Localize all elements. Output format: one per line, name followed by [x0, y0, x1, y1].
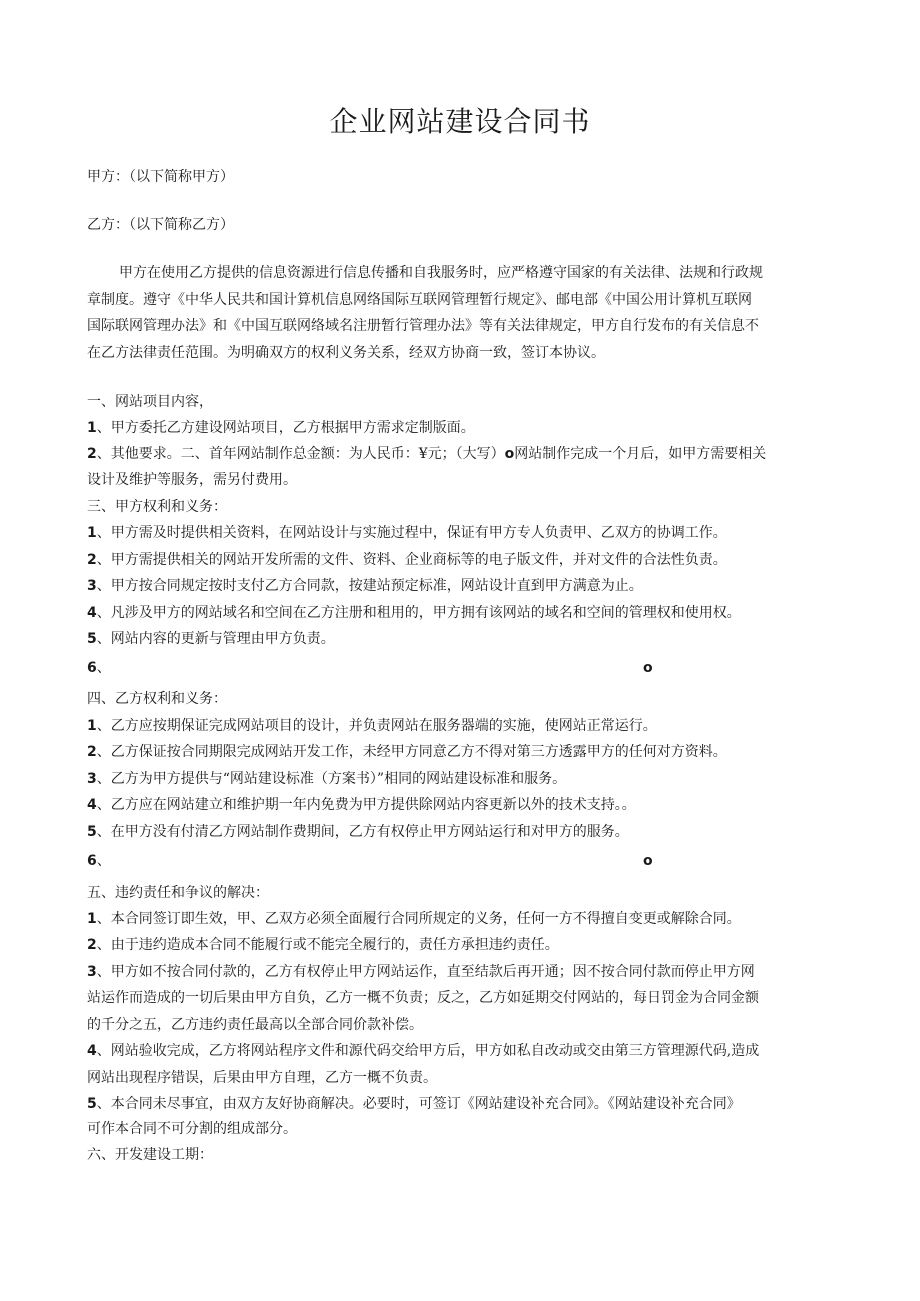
intro-line-4: 在乙方法律责任范围。为明确双方的权利义务关系，经双方协商一致，签订本协议。	[87, 345, 605, 361]
section-3-heading: 三、甲方权利和义务：	[87, 499, 227, 515]
party-a-line: 甲方：（以下简称甲方）	[87, 169, 234, 185]
section-5-item-5-cont: 可作本合同不可分割的组成部分。	[87, 1121, 297, 1137]
section-6-heading: 六、开发建设工期：	[87, 1147, 213, 1163]
item-text: 、甲方需及时提供相关资料，在网站设计与实施过程中，保证有甲方专人负责甲、乙双方的协调工作。	[96, 525, 727, 541]
section-5-item-4-cont: 网站出现程序错误，后果由甲方自理，乙方一概不负责。	[87, 1070, 437, 1086]
item-number: 3	[87, 578, 97, 594]
section-5-item-1	[87, 909, 741, 929]
item-number: 1	[87, 911, 97, 927]
item-text: 、在甲方没有付清乙方网站制作费期间，乙方有权停止甲方网站运行和对甲方的服务。	[96, 824, 629, 840]
item-text: 、乙方应在网站建立和维护期一年内免费为甲方提供除网站内容更新以外的技术支持。。	[96, 797, 636, 813]
section-5-item-2	[87, 935, 559, 955]
section-4-item-6	[87, 851, 111, 871]
item-number: 6	[87, 853, 97, 869]
item-text-tail: 网站制作完成一个月后，如甲方需要相关	[514, 446, 767, 462]
section-1-item-2-cont: 设计及维护等服务，需另付费用。	[87, 472, 297, 488]
item-text: 、其他要求。	[96, 446, 181, 462]
section-3-item-3	[87, 576, 643, 596]
amount-mark: o	[504, 446, 515, 462]
item-text: 、网站内容的更新与管理由甲方负责。	[96, 631, 335, 647]
intro-line-2: 章制度。遵守《中华人民共和国计算机信息网络国际互联网管理暂行规定》、邮电部《中国公用计算机互联网	[87, 292, 752, 308]
item-number: 4	[87, 605, 97, 621]
item-number: 3	[87, 771, 97, 787]
section-3-item-4	[87, 603, 741, 623]
item-text: 、	[96, 853, 111, 869]
amount-text: 为人民币：¥元；（大写）	[348, 446, 505, 462]
item-text: 、凡涉及甲方的网站域名和空间在乙方注册和租用的，甲方拥有该网站的域名和空间的管理权和使用权。	[96, 605, 741, 621]
section-1-heading: 一、网站项目内容，	[87, 394, 213, 410]
section-4-item-4	[87, 795, 636, 815]
section-3-end-mark: o	[643, 660, 653, 676]
item-text: 、网站验收完成，乙方将网站程序文件和源代码交给甲方后，甲方如私自改动或交由第三方管理源代码,造成	[96, 1043, 760, 1059]
section-4-heading: 四、乙方权利和义务：	[87, 691, 227, 707]
section-4-item-2	[87, 742, 727, 762]
section-3-item-6	[87, 658, 111, 678]
page-title: 企业网站建设合同书	[329, 105, 591, 138]
item-number: 1	[87, 525, 97, 541]
item-text: 、乙方应按期保证完成网站项目的设计，并负责网站在服务器端的实施，使网站正常运行。	[96, 718, 657, 734]
section-5-item-3	[87, 962, 755, 982]
item-number: 4	[87, 1043, 97, 1059]
item-text: 、由于违约造成本合同不能履行或不能完全履行的，责任方承担违约责任。	[96, 937, 559, 953]
item-number: 1	[87, 718, 97, 734]
section-4-item-1	[87, 716, 657, 736]
section-5-item-3-cont-1: 站运作而造成的一切后果由甲方自负，乙方一概不负责；反之，乙方如延期交付网站的，每日罚金为合同金额	[87, 990, 759, 1006]
item-number: 5	[87, 1096, 97, 1112]
section-4-end-mark: o	[643, 853, 653, 869]
item-number: 2	[87, 446, 97, 462]
section-3-item-5	[87, 629, 335, 649]
item-text: 、本合同未尽事宜，由双方友好协商解决。必要时，可签订《网站建设补充合同》。《网站建设补充合同》	[96, 1096, 741, 1112]
section-2-heading-inline: 二、首年网站制作总金额：	[180, 446, 349, 462]
item-text: 、甲方需提供相关的网站开发所需的文件、资料、企业商标等的电子版文件，并对文件的合法性负责。	[96, 552, 727, 568]
section-5-item-4	[87, 1041, 759, 1061]
item-number: 4	[87, 797, 97, 813]
item-number: 2	[87, 744, 97, 760]
section-5-item-3-cont-2: 的千分之五，乙方违约责任最高以全部合同价款补偿。	[87, 1017, 423, 1033]
item-text: 、甲方按合同规定按时支付乙方合同款，按建站预定标准，网站设计直到甲方满意为止。	[96, 578, 643, 594]
section-1-item-2	[87, 444, 766, 464]
item-text: 、	[96, 660, 111, 676]
item-text: 、甲方委托乙方建设网站项目，乙方根据甲方需求定制版面。	[96, 420, 475, 436]
item-text: 、甲方如不按合同付款的，乙方有权停止甲方网站运作，直至结款后再开通；因不按合同付款而停止甲方网	[96, 964, 755, 980]
intro-line-1: 甲方在使用乙方提供的信息资源进行信息传播和自我服务时，应严格遵守国家的有关法律、法规和行政规	[119, 265, 763, 281]
item-number: 2	[87, 552, 97, 568]
item-text: 、乙方保证按合同期限完成网站开发工作，未经甲方同意乙方不得对第三方透露甲方的任何对方资料。	[96, 744, 727, 760]
section-3-item-2	[87, 550, 727, 570]
item-number: 5	[87, 631, 97, 647]
section-5-item-5	[87, 1094, 741, 1114]
item-number: 3	[87, 964, 97, 980]
section-4-item-3	[87, 769, 566, 789]
item-number: 1	[87, 420, 97, 436]
party-b-line: 乙方：（以下简称乙方）	[87, 217, 234, 233]
item-number: 2	[87, 937, 97, 953]
item-text: 、乙方为甲方提供与“网站建设标准（方案书）”相同的网站建设标准和服务。	[96, 771, 567, 787]
item-text: 、本合同签订即生效，甲、乙双方必须全面履行合同所规定的义务，任何一方不得擅自变更或解除合同。	[96, 911, 741, 927]
intro-line-3: 国际联网管理办法》和《中国互联网络域名注册暂行管理办法》等有关法律规定，甲方自行发布的有关信息不	[87, 318, 759, 334]
section-5-heading: 五、违约责任和争议的解决：	[87, 885, 269, 901]
item-number: 5	[87, 824, 97, 840]
section-4-item-5	[87, 822, 629, 842]
section-3-item-1	[87, 523, 727, 543]
item-number: 6	[87, 660, 97, 676]
section-1-item-1	[87, 418, 475, 438]
